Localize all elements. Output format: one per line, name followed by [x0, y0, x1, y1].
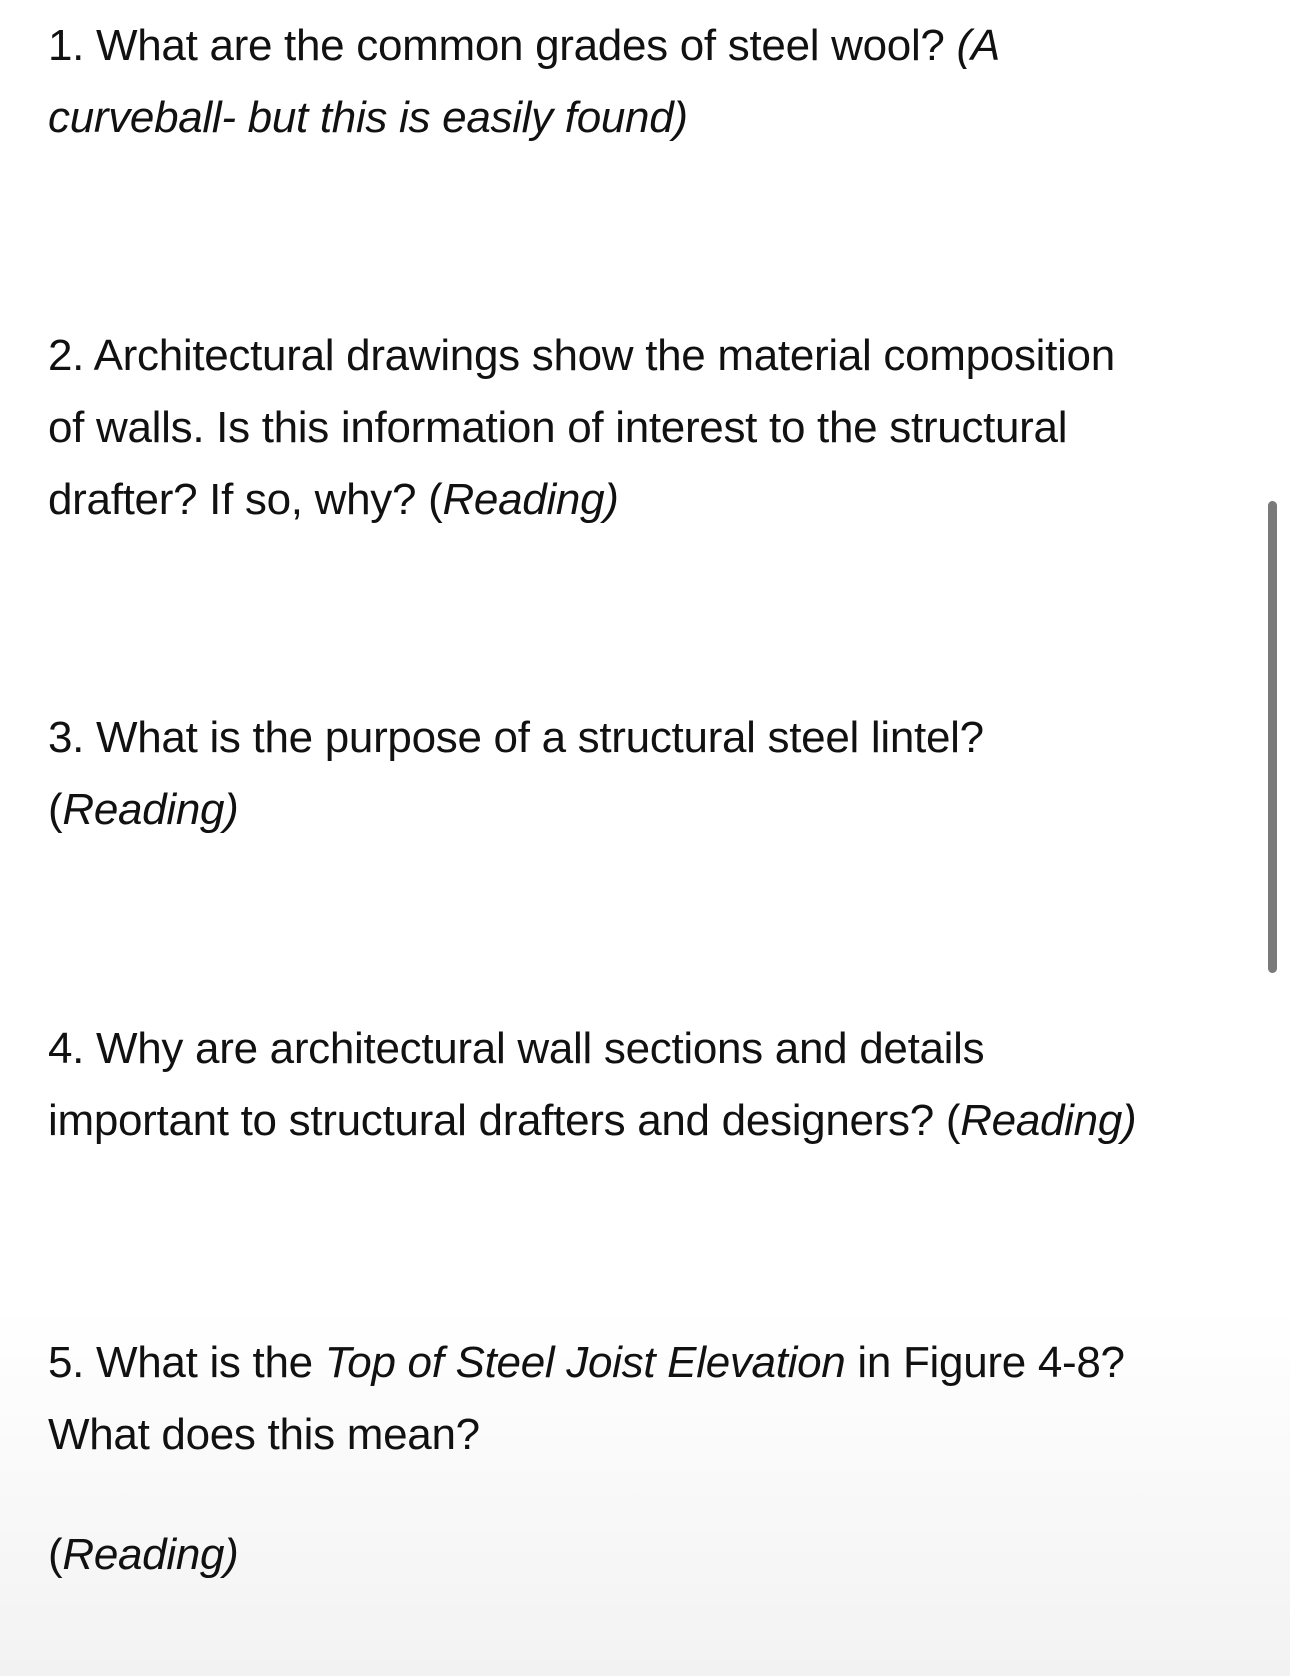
question-2-line-1: 2. Architectural drawings show the material composition	[48, 331, 1115, 380]
question-5-line-1: 5. What is the Top of Steel Joist Elevation in Figure 4-8?	[48, 1338, 1125, 1387]
question-3-line-1: 3. What is the purpose of a structural steel lintel?	[48, 713, 984, 762]
question-4-line-1: 4. Why are architectural wall sections and details	[48, 1024, 985, 1073]
question-1-hint: (A	[956, 21, 1000, 70]
question-5-term: Top of Steel Joist Elevation	[324, 1338, 846, 1387]
question-5-reading-tag: (Reading)	[48, 1530, 239, 1579]
question-4-line-2: important to structural drafters and designers? (Reading)	[48, 1096, 1137, 1145]
question-4-reading-tag: Reading)	[960, 1096, 1137, 1145]
question-5-line-2: What does this mean?	[48, 1410, 480, 1459]
question-2-line-2: of walls. Is this information of interest to the structural	[48, 403, 1068, 452]
question-3-reading-tag: Reading)	[62, 785, 239, 834]
question-3-line-2: (Reading)	[48, 785, 239, 834]
question-2-reading-tag: Reading)	[442, 475, 619, 524]
question-3	[48, 702, 1248, 846]
question-1	[48, 10, 1248, 154]
question-1-line-1: 1. What are the common grades of steel wool? (A	[48, 21, 1000, 70]
question-1-line-2: curveball- but this is easily found)	[48, 93, 688, 142]
question-5	[48, 1327, 1248, 1471]
vertical-scrollbar[interactable]	[1268, 501, 1277, 973]
question-2	[48, 320, 1248, 536]
question-2-line-3: drafter? If so, why? (Reading)	[48, 475, 619, 524]
question-4	[48, 1013, 1248, 1157]
